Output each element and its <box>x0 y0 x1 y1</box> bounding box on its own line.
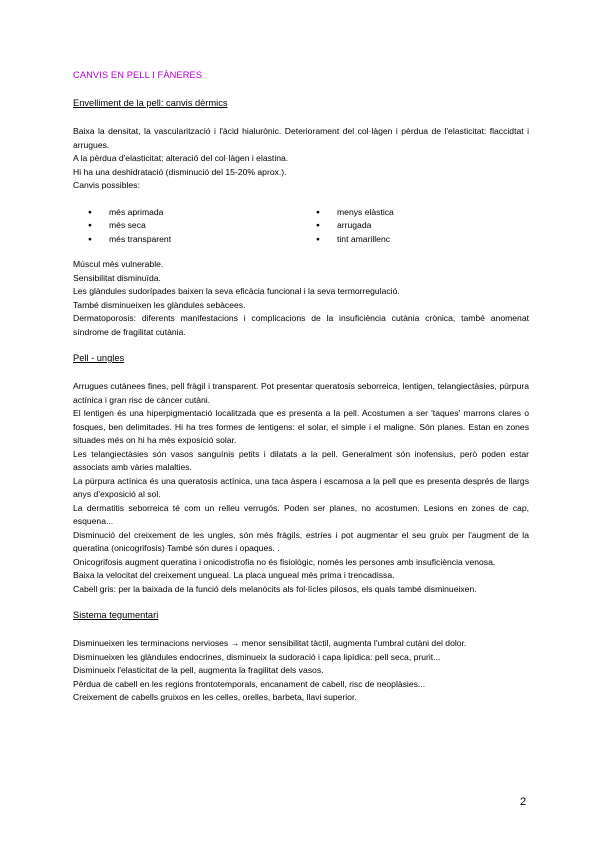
list-item: ● arrugada <box>301 219 529 233</box>
paragraph: Sensibilitat disminuïda. <box>73 272 161 283</box>
list-item: ● més seca <box>73 219 301 233</box>
paragraph: Disminució del creixement de les ungles, són més fràgils, estríes i pot augmentar el seu gruix per l'augment de la queratina (onicogrifosis) També són dures i opaques. . <box>73 529 529 553</box>
paragraph: Onicogrifosis augment queratina i onicodistrofia no és fisiològic, només les persones amb insuficiència venosa. <box>73 556 496 567</box>
paragraph: Dermatoporosis: diferents manifestacions i complicacions de la insuficiència cutània crònica, també anomenat síndrome de fragilitat cutània. <box>73 313 529 337</box>
paragraph: Arrugues cutànees fines, pell fràgil i transparent. Pot presentar queratosis seborreica, lentigen, telangiectàsies, púrpura actínica i gran risc de càncer cutàni. <box>73 381 529 405</box>
paragraph: Les glàndules sudorípades baixen la seva eficàcia funcional i la seva termorregulació. <box>73 286 400 296</box>
section-heading-envelliment: Envelliment de la pell: canvis dèrmics <box>73 98 228 108</box>
list-item: ● tint amarillenc <box>301 233 529 247</box>
section-heading-pell-ungles: Pell - ungles <box>73 353 125 363</box>
paragraph: Les telangiectàsies són vasos sanguínis petits i dilatats a la pell. Generalment són inofensius, però poden estar associats amb vàries malalties. <box>73 448 529 472</box>
paragraph: Baixa la densitat, la vascularització i l'àcid hialurònic. Deteriorament del col·làgen i pèrdua de l'elasticitat: flaccidtat i arrugues. <box>73 126 529 150</box>
paragraph: La púrpura actínica és una queratosis actínica, una taca àspera i escamosa a la pell que es presenta després de llargs anys d'exposició al sol. <box>73 475 529 499</box>
paragraph: A la pèrdua d'elasticitat: alteració del col·làgen i elastina. <box>73 153 289 163</box>
paragraph: Cabell gris: per la baixada de la funció dels melanòcits als fol·lícles pilosos, els quals també disminueixen. <box>73 583 477 594</box>
section-heading-sistema-tegumentari: Sistema tegumentari <box>73 610 159 620</box>
document-page <box>73 70 529 705</box>
list-item: ● més aprimada <box>73 206 301 220</box>
document-title: CANVIS EN PELL I FÀNERES <box>73 70 203 80</box>
page-number: 2 <box>520 796 527 808</box>
paragraph: També disminueixen les glàndules sebàcees. <box>73 299 246 310</box>
paragraph: El lentigen és una hiperpigmentació localitzada que es presenta a la pell. Acostumen a ser 'taques' marrons clares o fosques, ben delimitades. Hi ha tres formes de lentigens: el solar, el simple i el maligne. Són planes. Estan en zones situades més on hi ha més exposició solar. <box>73 408 529 445</box>
list-item: ● menys elàstica <box>301 206 529 220</box>
bullet-column-right <box>301 206 529 247</box>
paragraph: Hi ha una deshidratació (disminució del 15-20% aprox.). <box>73 166 287 177</box>
paragraph: Múscul més vulnerable. <box>73 259 164 269</box>
paragraph: Creixement de cabells gruixos en les celles, orelles, barbeta, llavi superior. <box>73 692 357 702</box>
bullet-column-left <box>73 206 301 247</box>
paragraph: Disminueixen les terminacions nervioses → menor sensibilitat tàctil, augmenta l'umbral cutàni del dolor. <box>73 638 467 648</box>
paragraph: La dermatitis seborreica té com un relleu verrugós. Poden ser planes, no acostumen. Lesions en zones de cap, esquena... <box>73 502 529 526</box>
changes-bullet-list <box>73 206 529 247</box>
paragraph: Disminueix l'elasticitat de la pell, augmenta la fragilitat dels vasos. <box>73 665 324 675</box>
paragraph: Baixa la velocitat del creixement ungueal. La placa ungueal més prima i trencadissa. <box>73 570 395 580</box>
list-item: ● més transparent <box>73 233 301 247</box>
paragraph: Canvis possibles: <box>73 180 140 190</box>
paragraph: Pèrdua de cabell en les regions frontotemporals, encanament de cabell, risc de neoplàsies... <box>73 678 426 689</box>
paragraph: Disminueixen les glàndules endocrines, disminueix la sudoració i capa lipídica: pell seca, prurit... <box>73 651 441 662</box>
